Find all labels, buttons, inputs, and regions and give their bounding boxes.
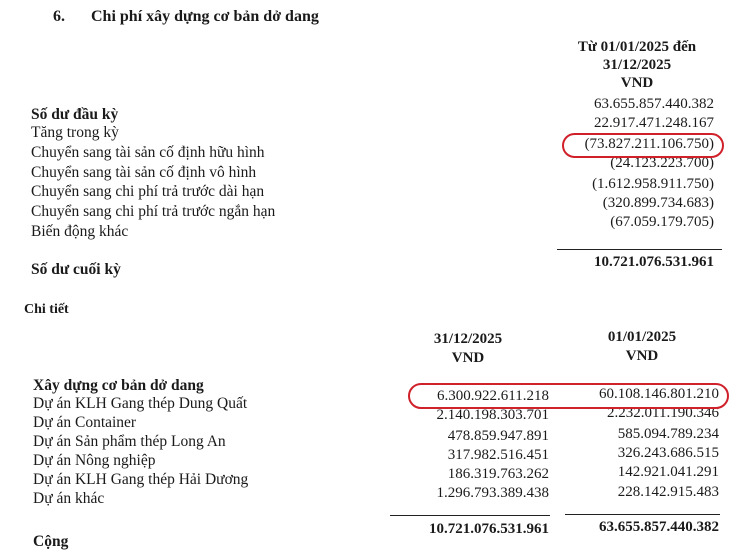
detail-total-v2: 63.655.857.440.382	[599, 519, 719, 535]
increase-label: Tăng trong kỳ	[31, 124, 119, 141]
detail-total-label: Cộng	[33, 533, 69, 550]
movement-header-unit: VND	[620, 75, 654, 91]
detail-row-v1: 186.319.763.262	[447, 466, 549, 482]
transfer-long-prepaid-label: Chuyển sang chi phí trả trước dài hạn	[31, 183, 265, 200]
detail-col2-date: 01/01/2025	[607, 329, 677, 345]
detail-row-v2: 142.921.041.291	[617, 464, 719, 480]
highlight-oval-dung-quat	[408, 383, 729, 409]
detail-row-v2: 60.108.146.801.210	[599, 386, 719, 402]
movement-header	[557, 38, 717, 92]
transfer-intangible-label: Chuyển sang tài sản cố định vô hình	[31, 164, 257, 181]
closing-balance-value: 10.721.076.531.961	[594, 254, 714, 270]
other-movement-label: Biến động khác	[31, 223, 129, 240]
detail-row-v1: 1.296.793.389.438	[436, 485, 549, 501]
highlight-oval-transfer	[562, 133, 724, 158]
transfer-tangible-label: Chuyển sang tài sản cố định hữu hình	[31, 144, 265, 161]
detail-group-label: Xây dựng cơ bản dở dang	[33, 377, 204, 394]
transfer-long-prepaid-value: (1.612.958.911.750)	[592, 176, 714, 192]
detail-row-v1: 6.300.922.611.218	[437, 388, 549, 404]
detail-row-v1: 2.140.198.303.701	[436, 407, 549, 423]
transfer-tangible-value: (73.827.211.106.750)	[584, 136, 714, 152]
detail-row-v1: 317.982.516.451	[447, 447, 549, 463]
detail-row-v2: 228.142.915.483	[617, 484, 719, 500]
detail-row-label: Dự án Sản phẩm thép Long An	[33, 433, 226, 450]
detail-row-v2: 2.232.011.190.346	[607, 405, 719, 421]
detail-row-label: Dự án Nông nghiệp	[33, 452, 156, 469]
detail-row-label: Dự án khác	[33, 490, 105, 507]
transfer-short-prepaid-label: Chuyển sang chi phí trả trước ngắn hạn	[31, 203, 276, 220]
total-rule-col2	[565, 514, 720, 515]
movement-header-line1: Từ 01/01/2025 đến	[577, 39, 697, 55]
section-number: 6.	[53, 8, 65, 25]
transfer-intangible-value: (24.123.223.700)	[610, 155, 714, 171]
detail-row-v1: 478.859.947.891	[447, 428, 549, 444]
detail-row-v2: 585.094.789.234	[617, 426, 719, 442]
closing-balance-label: Số dư cuối kỳ	[31, 261, 121, 278]
movement-header-line2: 31/12/2025	[602, 57, 672, 73]
transfer-short-prepaid-value: (320.899.734.683)	[602, 195, 714, 211]
opening-balance-label: Số dư đầu kỳ	[31, 106, 119, 123]
detail-title: Chi tiết	[24, 302, 69, 317]
detail-col1-date: 31/12/2025	[433, 331, 503, 347]
detail-total-v1: 10.721.076.531.961	[429, 521, 549, 537]
detail-col2-unit: VND	[625, 348, 659, 364]
increase-value: 22.917.471.248.167	[594, 115, 714, 131]
detail-row-label: Dự án KLH Gang thép Hải Dương	[33, 471, 249, 488]
closing-rule	[557, 249, 722, 250]
other-movement-value: (67.059.179.705)	[610, 214, 714, 230]
total-rule-col1	[390, 515, 550, 516]
detail-col1-unit: VND	[451, 350, 485, 366]
detail-row-v2: 326.243.686.515	[617, 445, 719, 461]
detail-col2-header	[562, 328, 722, 366]
opening-balance-value: 63.655.857.440.382	[594, 96, 714, 112]
detail-col1-header	[388, 330, 548, 368]
section-title: Chi phí xây dựng cơ bản dở dang	[91, 8, 319, 25]
detail-row-label: Dự án Container	[33, 414, 137, 431]
detail-row-label: Dự án KLH Gang thép Dung Quất	[33, 395, 248, 412]
